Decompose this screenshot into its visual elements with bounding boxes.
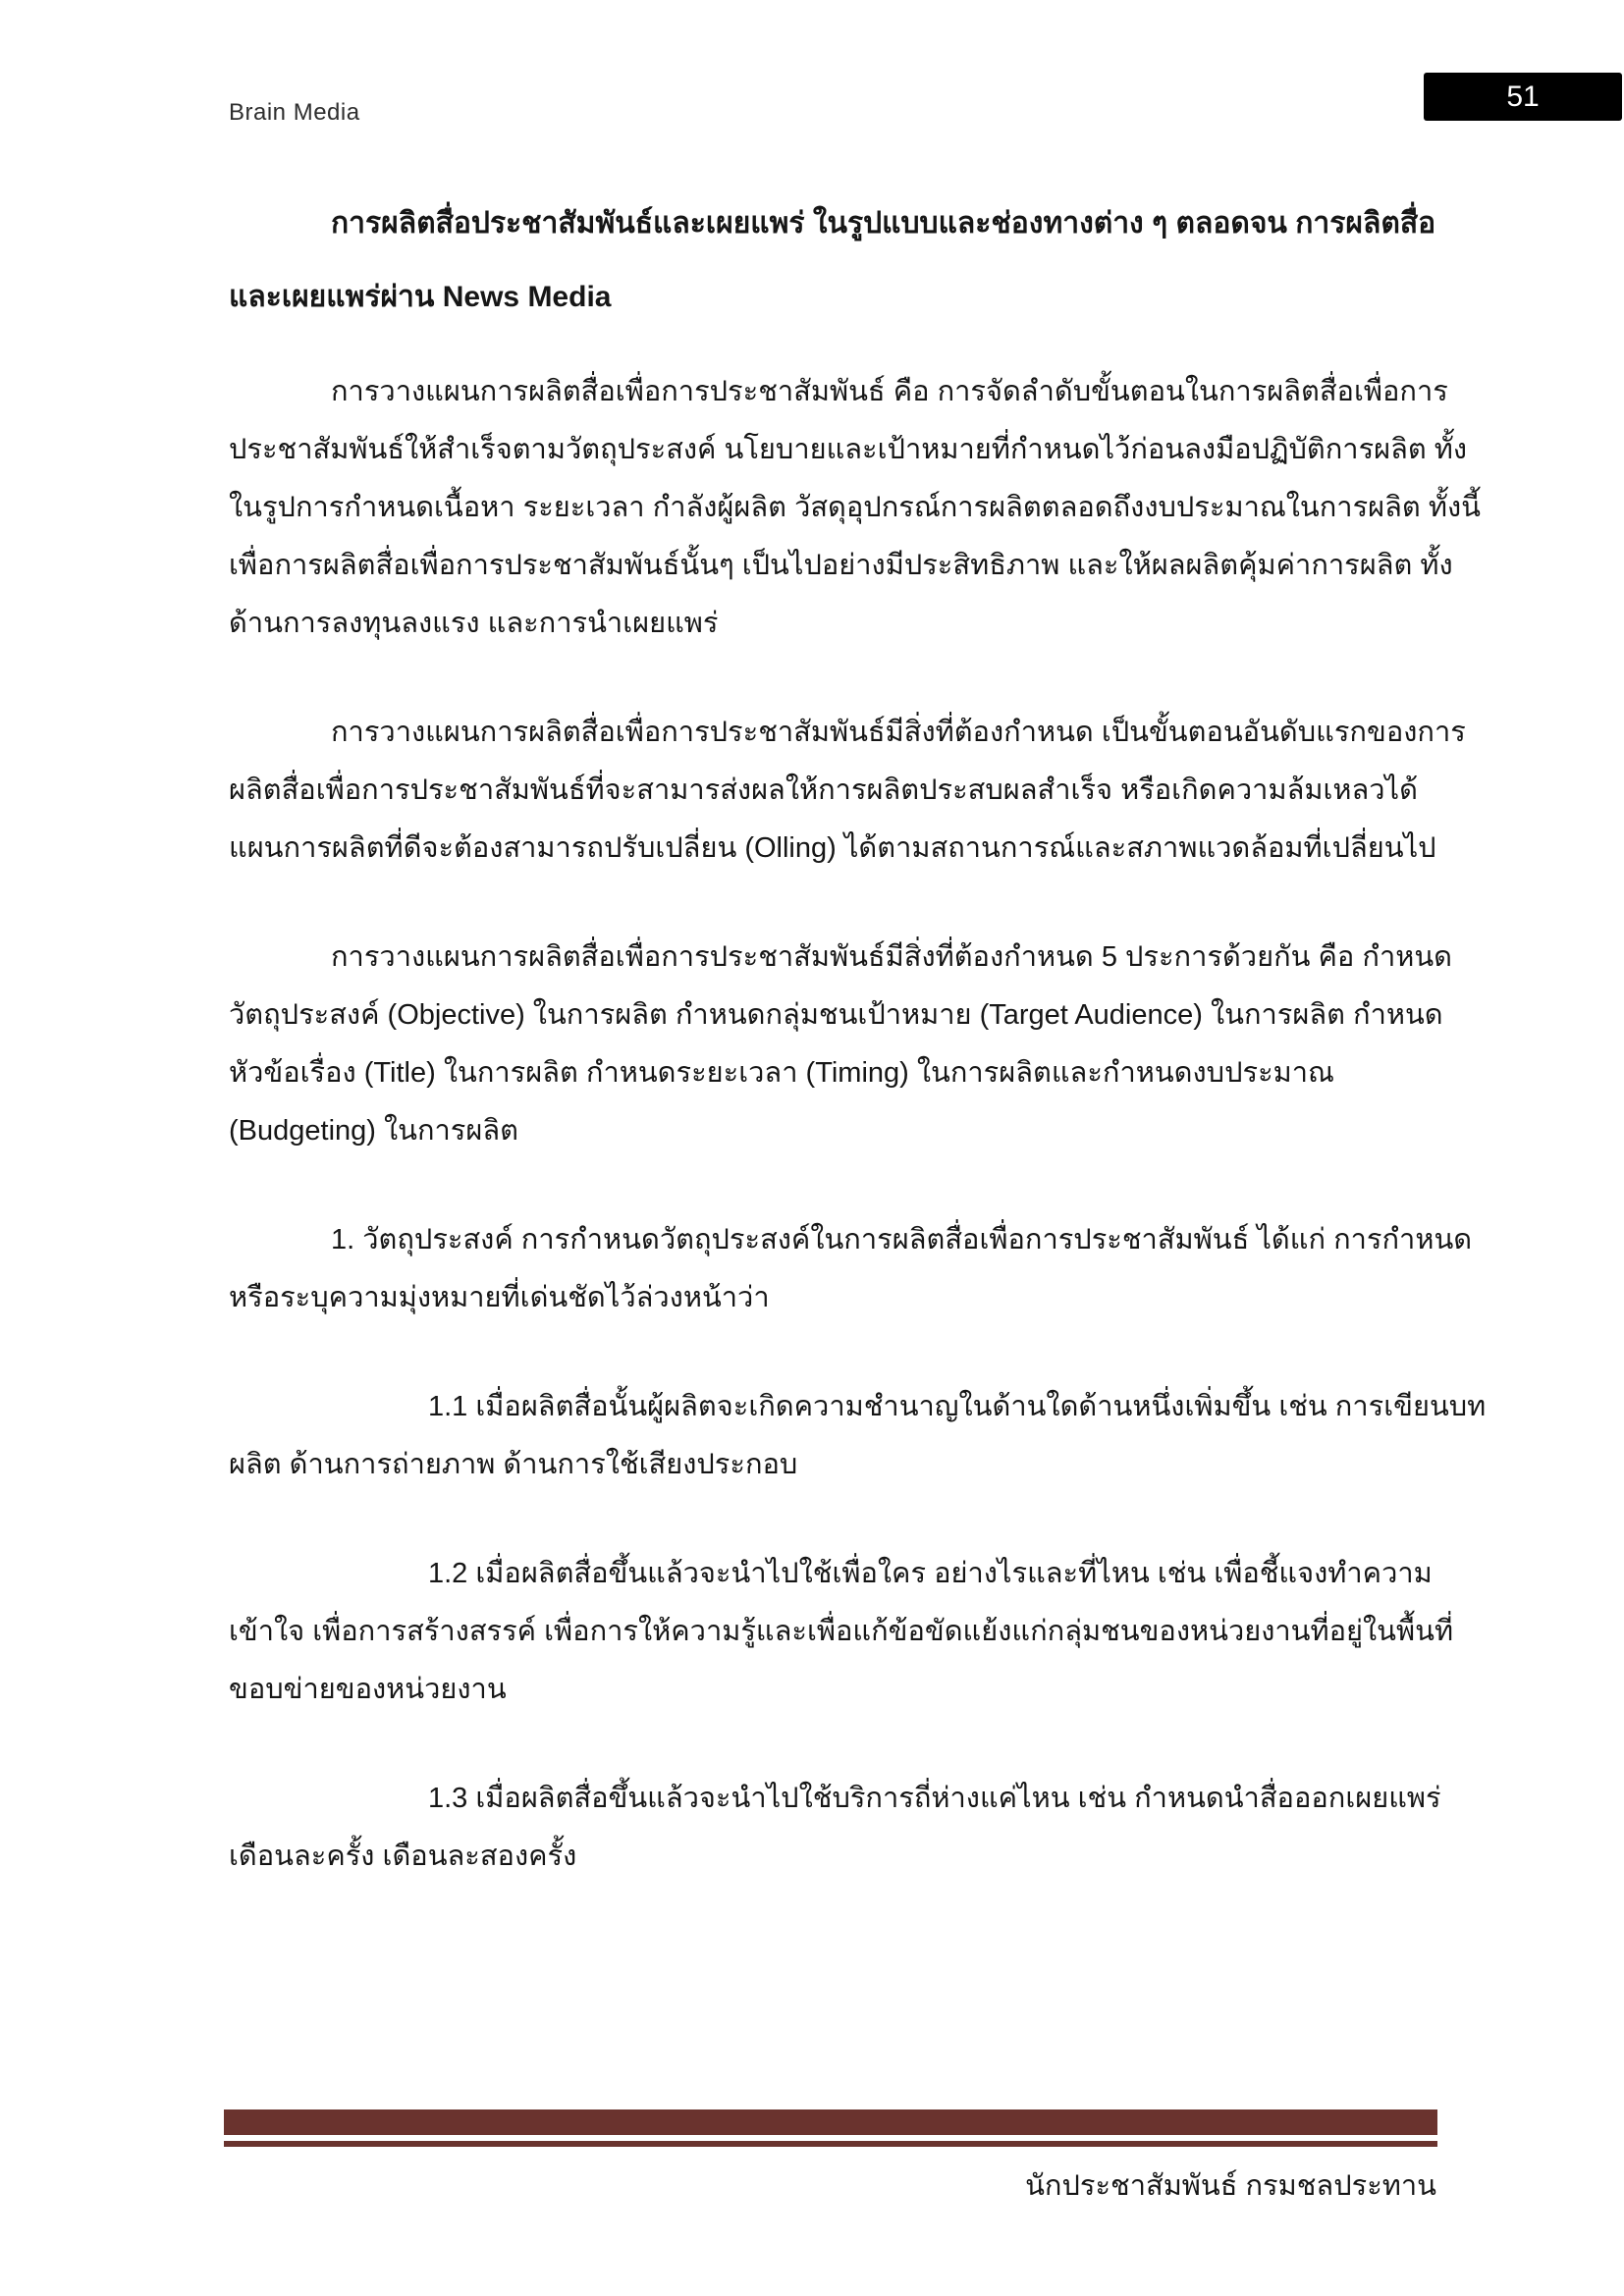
list-item-1-2 [229, 1545, 1454, 1719]
footer-credit-text: นักประชาสัมพันธ์ กรมชลประทาน [1025, 2170, 1436, 2202]
text-line: 1.2 เมื่อผลิตสื่อขึ้นแล้วจะนำไปใช้เพื่อใคร อย่างไรและที่ไหน เช่น เพื่อชี้แจงทำความ [428, 1558, 1433, 1589]
text-line: การผลิตสื่อประชาสัมพันธ์และเผยแพร่ ในรูปแบบและช่องทางต่าง ๆ ตลอดจน การผลิตสื่อ [331, 207, 1436, 240]
paragraph-1 [229, 363, 1481, 653]
text-line: ผลิตสื่อเพื่อการประชาสัมพันธ์ที่จะสามารส่งผลให้การผลิตประสบผลสำเร็จ หรือเกิดความล้มเหลวได้ [229, 774, 1418, 806]
text-line: เดือนละครั้ง เดือนละสองครั้ง [229, 1841, 577, 1872]
text-line: และเผยแพร่ผ่าน News Media [229, 281, 612, 313]
paragraph-3 [229, 929, 1453, 1160]
list-item-1-3 [229, 1770, 1441, 1886]
text-line: ในรูปการกำหนดเนื้อหา ระยะเวลา กำลังผู้ผลิต วัสดุอุปกรณ์การผลิตตลอดถึงงบประมาณในการผลิต ทั้งนี้ [229, 492, 1481, 523]
text-line: ผลิต ด้านการถ่ายภาพ ด้านการใช้เสียงประกอบ [229, 1449, 798, 1480]
text-line: ด้านการลงทุนลงแรง และการนำเผยแพร่ [229, 608, 719, 639]
footer-rule-thin [224, 2141, 1437, 2147]
text-line: การวางแผนการผลิตสื่อเพื่อการประชาสัมพันธ์มีสิ่งที่ต้องกำหนด 5 ประการด้วยกัน คือ กำหนด [331, 941, 1453, 973]
text-line: 1.3 เมื่อผลิตสื่อขึ้นแล้วจะนำไปใช้บริการถี่ห่างแค่ไหน เช่น กำหนดนำสื่อออกเผยแพร่ [428, 1783, 1441, 1814]
text-line: หัวข้อเรื่อง (Title) ในการผลิต กำหนดระยะเวลา (Timing) ในการผลิตและกำหนดงบประมาณ [229, 1057, 1334, 1089]
paragraph-2 [229, 704, 1466, 878]
text-line: วัตถุประสงค์ (Objective) ในการผลิต กำหนดกลุ่มชนเป้าหมาย (Target Audience) ในการผลิต กำหนด [229, 999, 1443, 1031]
footer-rule-thick [224, 2109, 1437, 2135]
text-line: แผนการผลิตที่ดีจะต้องสามารถปรับเปลี่ยน (Olling) ได้ตามสถานการณ์และสภาพแวดล้อมที่เปลี่ยนไป [229, 832, 1436, 864]
text-line: เพื่อการผลิตสื่อเพื่อการประชาสัมพันธ์นั้นๆ เป็นไปอย่างมีประสิทธิภาพ และให้ผลผลิตคุ้มค่าการผลิต ทั้ง [229, 550, 1453, 581]
text-line: หรือระบุความมุ่งหมายที่เด่นชัดไว้ล่วงหน้าว่า [229, 1282, 770, 1313]
text-line: ขอบข่ายของหน่วยงาน [229, 1674, 507, 1705]
page-number-badge: 51 [1424, 73, 1622, 121]
text-line: 1.1 เมื่อผลิตสื่อนั้นผู้ผลิตจะเกิดความชำนาญในด้านใดด้านหนึ่งเพิ่มขึ้น เช่น การเขียนบท [428, 1391, 1487, 1422]
text-line: ประชาสัมพันธ์ให้สำเร็จตามวัตถุประสงค์ นโยบายและเป้าหมายที่กำหนดไว้ก่อนลงมือปฏิบัติการผลิต ทั้ง [229, 434, 1468, 465]
text-line: การวางแผนการผลิตสื่อเพื่อการประชาสัมพันธ์ คือ การจัดลำดับขั้นตอนในการผลิตสื่อเพื่อการ [331, 376, 1448, 407]
document-title [229, 187, 1436, 334]
list-item-1 [229, 1211, 1473, 1327]
list-item-1-1 [229, 1378, 1487, 1494]
text-line: การวางแผนการผลิตสื่อเพื่อการประชาสัมพันธ์มีสิ่งที่ต้องกำหนด เป็นขั้นตอนอันดับแรกของการ [331, 717, 1466, 748]
text-line: (Budgeting) ในการผลิต [229, 1115, 518, 1147]
document-body [229, 187, 1487, 1937]
header-brand-text: Brain Media [229, 99, 360, 126]
text-line: เข้าใจ เพื่อการสร้างสรรค์ เพื่อการให้ความรู้และเพื่อแก้ข้อขัดแย้งแก่กลุ่มชนของหน่วยงานที่อยู่ในพื้นที่ [229, 1616, 1454, 1647]
text-line: 1. วัตถุประสงค์ การกำหนดวัตถุประสงค์ในการผลิตสื่อเพื่อการประชาสัมพันธ์ ได้แก่ การกำหนด [331, 1224, 1473, 1255]
